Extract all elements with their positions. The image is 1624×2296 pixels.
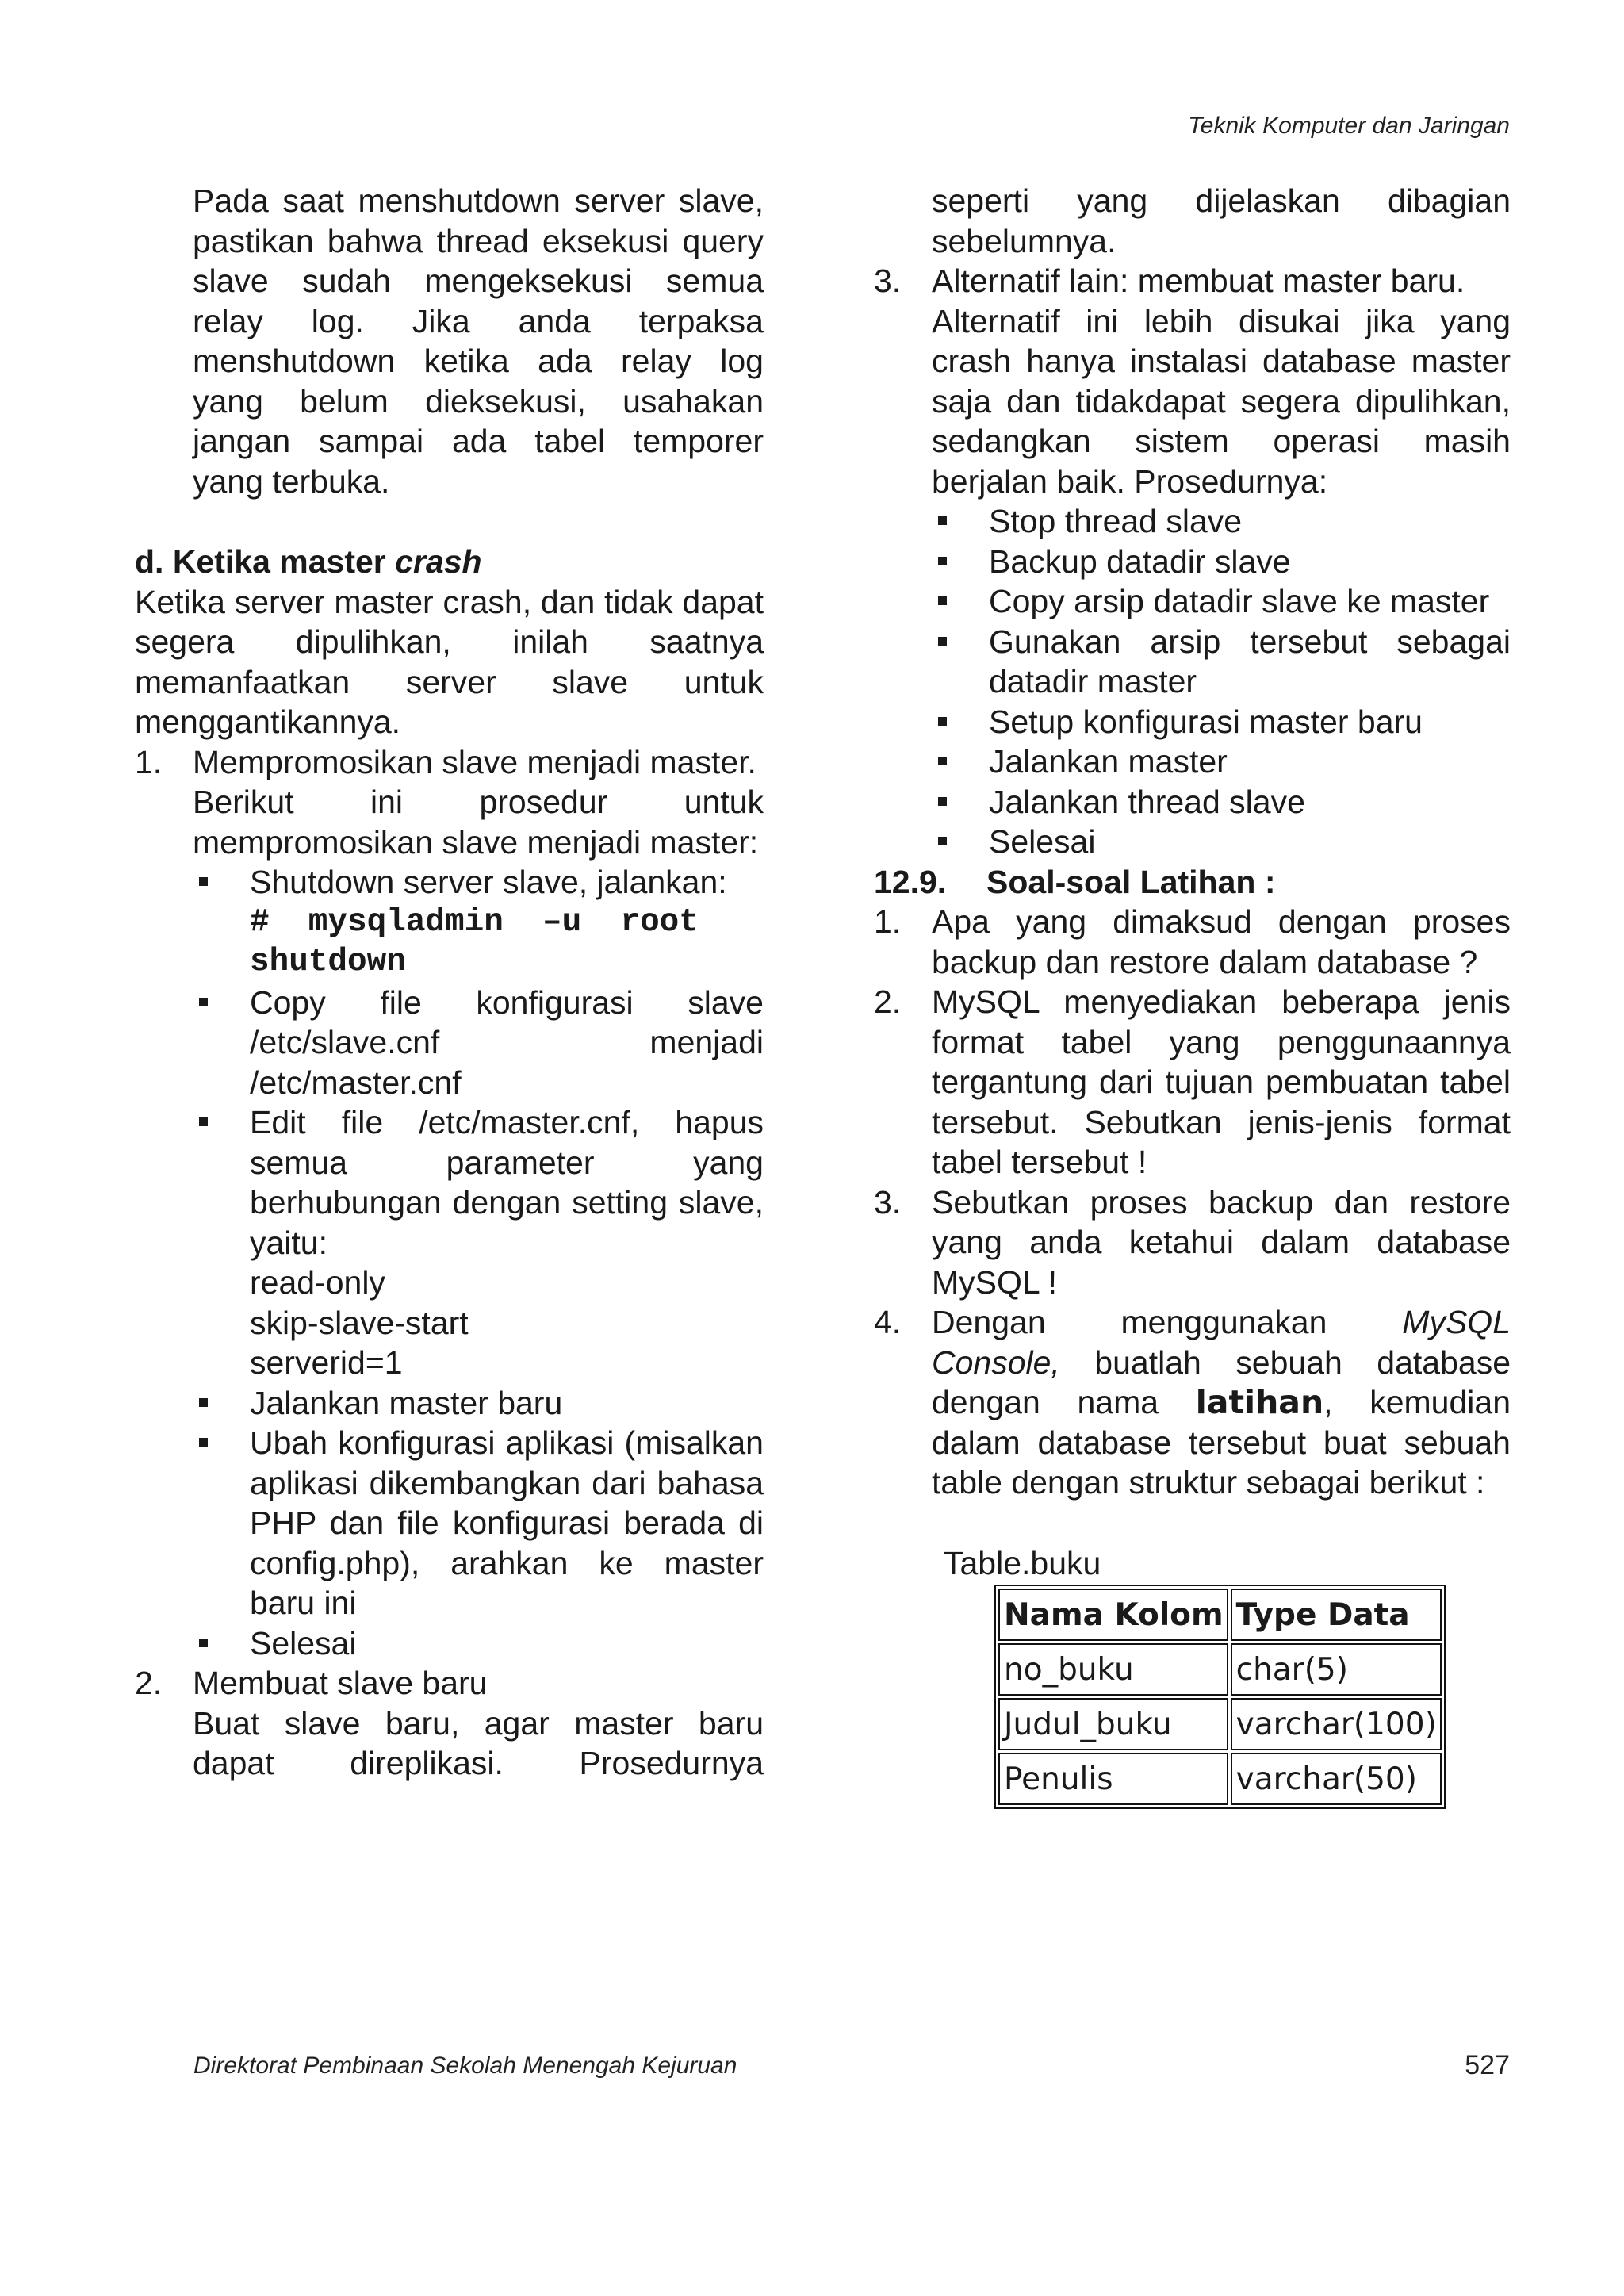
- bold-database-name: latihan: [1195, 1383, 1324, 1421]
- list-item-2: [135, 1663, 764, 1784]
- table-row: [998, 1753, 1442, 1805]
- left-column: [135, 181, 764, 1784]
- square-bullet-icon: [199, 877, 208, 886]
- page-number: 527: [1465, 2050, 1510, 2080]
- table-cell: no_buku: [998, 1643, 1228, 1696]
- question-3: 3. Sebutkan proses backup dan restore yang anda ketahui dalam database MySQL !: [874, 1183, 1511, 1301]
- bullet-item: Selesai: [932, 822, 1511, 862]
- bullet-item: Shutdown server slave, jalankan: # mysqladmin –u root shutdown: [193, 862, 764, 983]
- table-header-row: [998, 1589, 1442, 1641]
- section-heading-12-9: [874, 862, 1511, 903]
- list-number: 1.: [135, 743, 163, 780]
- square-bullet-icon: [938, 757, 947, 765]
- list-item-title: Alternatif lain: membuat master baru.: [932, 263, 1465, 299]
- list-item-1: [135, 742, 764, 1664]
- bullet-item: Stop thread slave: [932, 501, 1511, 542]
- bullet-item: Jalankan master: [932, 742, 1511, 782]
- list-number: 2.: [874, 983, 902, 1020]
- config-parameter: skip-slave-start: [250, 1304, 469, 1341]
- question-4: 4. Dengan menggunakan MySQL Console, buatlah sebuah database dengan nama latihan, kemudian dalam database tersebut buat sebuah table dengan struktur sebagai berikut :: [874, 1304, 1511, 1501]
- bullet-item: Ubah konfigurasi aplikasi (misalkan aplikasi dikembangkan dari bahasa PHP dan file konfigurasi berada di config.php), arahkan ke master baru ini: [193, 1423, 764, 1623]
- heading-italic-crash: crash: [395, 543, 482, 580]
- question-2: 2. MySQL menyediakan beberapa jenis format tabel yang penggunaannya tergantung dari tujuan pembuatan tabel tersebut. Sebutkan jenis-jenis format tabel tersebut !: [874, 983, 1511, 1180]
- square-bullet-icon: [199, 1639, 208, 1647]
- command-line: shutdown: [250, 944, 406, 980]
- bullet-item: Copy file konfigurasi slave /etc/slave.cnf menjadi /etc/master.cnf: [193, 983, 764, 1103]
- list-number: 1.: [874, 903, 902, 940]
- config-parameter: read-only: [250, 1264, 385, 1301]
- square-bullet-icon: [938, 516, 947, 525]
- list-item-title: Mempromosikan slave menjadi master.: [193, 743, 756, 780]
- table-cell: Judul_buku: [998, 1698, 1228, 1750]
- section-number: 12.9.: [874, 863, 947, 900]
- section-title: Soal-soal Latihan :: [986, 863, 1276, 900]
- square-bullet-icon: [199, 1438, 208, 1447]
- square-bullet-icon: [199, 1398, 208, 1407]
- list-item-title: Membuat slave baru: [193, 1665, 488, 1701]
- right-column: [874, 181, 1511, 1809]
- list-number: 2.: [135, 1665, 163, 1701]
- table-cell: char(5): [1231, 1643, 1442, 1696]
- italic-mysql-console: MySQL Console,: [932, 1304, 1511, 1381]
- bullet-item: Copy arsip datadir slave ke master: [932, 581, 1511, 622]
- table-header-cell: Type Data: [1231, 1589, 1442, 1641]
- bullet-item: Edit file /etc/master.cnf, hapus semua parameter yang berhubungan dengan setting slave, yaitu: read-only skip-slave-start serverid=1: [193, 1102, 764, 1383]
- list-item-description: Alternatif ini lebih disukai jika yang crash hanya instalasi database master saja dan tidakdapat segera dipulihkan, sedangkan sistem operasi masih berjalan baik. Prosedurnya:: [932, 302, 1511, 500]
- list-number: 4.: [874, 1304, 902, 1340]
- bullet-item: Jalankan thread slave: [932, 782, 1511, 822]
- square-bullet-icon: [938, 557, 947, 565]
- square-bullet-icon: [938, 837, 947, 845]
- master-crash-paragraph: Ketika server master crash, dan tidak dapat segera dipulihkan, inilah saatnya memanfaatkan server slave untuk menggantikannya.: [135, 583, 764, 740]
- list-item-description: Berikut ini prosedur untuk mempromosikan slave menjadi master:: [193, 784, 764, 861]
- square-bullet-icon: [938, 596, 947, 605]
- list-item-description: Buat slave baru, agar master baru dapat direplikasi. Prosedurnya: [193, 1704, 764, 1781]
- table-caption: Table.buku: [944, 1544, 1101, 1581]
- question-1: 1. Apa yang dimaksud dengan proses backup dan restore dalam database ?: [874, 903, 1511, 980]
- bullet-item: Selesai: [193, 1623, 764, 1664]
- config-parameter: serverid=1: [250, 1344, 403, 1381]
- bullet-item: Setup konfigurasi master baru: [932, 702, 1511, 742]
- list-number: 3.: [874, 1183, 902, 1221]
- square-bullet-icon: [199, 998, 208, 1006]
- running-header: Teknik Komputer dan Jaringan: [1188, 113, 1510, 139]
- intro-paragraph: Pada saat menshutdown server slave, pastikan bahwa thread eksekusi query slave sudah mengeksekusi semua relay log. Jika anda terpaksa menshutdown ketika ada relay log yang belum dieksekusi, usahakan jangan sampai ada tabel temporer yang terbuka.: [193, 182, 764, 500]
- table-cell: varchar(100): [1231, 1698, 1442, 1750]
- command-line: # mysqladmin –u root: [250, 903, 699, 941]
- bullet-item: Gunakan arsip tersebut sebagai datadir master: [932, 622, 1511, 702]
- bullet-item: Backup datadir slave: [932, 542, 1511, 582]
- section-heading-d: d. Ketika master crash: [135, 543, 482, 580]
- list-item-3: [874, 261, 1511, 862]
- continued-text: seperti yang dijelaskan dibagian sebelumnya.: [932, 182, 1511, 259]
- square-bullet-icon: [199, 1117, 208, 1126]
- table-cell: Penulis: [998, 1753, 1228, 1805]
- square-bullet-icon: [938, 797, 947, 806]
- square-bullet-icon: [938, 717, 947, 726]
- square-bullet-icon: [938, 637, 947, 646]
- table-row: [998, 1698, 1442, 1750]
- bullet-item: Jalankan master baru: [193, 1383, 764, 1424]
- buku-table: [994, 1585, 1446, 1809]
- list-number: 3.: [874, 263, 902, 299]
- table-cell: varchar(50): [1231, 1753, 1442, 1805]
- table-header-cell: Nama Kolom: [998, 1589, 1228, 1641]
- footer-text: Direktorat Pembinaan Sekolah Menengah Kejuruan: [193, 2053, 737, 2079]
- table-row: [998, 1643, 1442, 1696]
